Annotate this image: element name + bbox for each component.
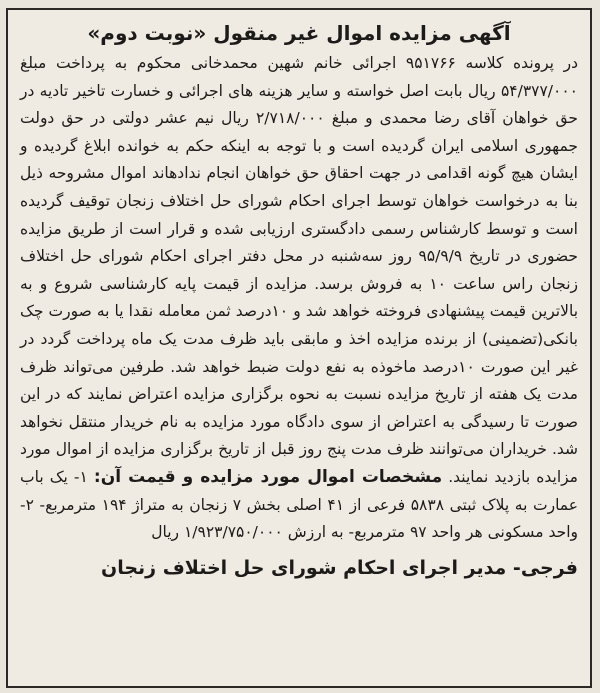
notice-body-paragraph (20, 50, 578, 547)
specs-text: ۱- یک باب عمارت به پلاک ثبتی ۵۸۳۸ فرعی از ۴۱ اصلی بخش ۷ زنجان به متراژ ۱۹۴ مترمربع- ۲- واحد مسکونی هر واحد ۹۷ مترمربع- به ارزش ۱/۹۲۳/۷۵۰/۰۰۰ ریال (20, 467, 578, 542)
auction-notice (6, 8, 592, 688)
notice-signature: فرجی- مدیر اجرای احکام شورای حل اختلاف زنجان (100, 556, 578, 579)
specs-heading: مشخصات اموال مورد مزایده و قیمت آن: (93, 466, 443, 487)
notice-body: در پرونده کلاسه ۹۵۱۷۶۶ اجرائی خانم شهین محمدخانی محکوم به پرداخت مبلغ ۵۴/۳۷۷/۰۰۰ ریال بابت اصل خواسته و سایر هزینه های اجرائی و خسارت تاخیر تادیه در حق خواهان آقای رضا محمدی و مبلغ ۲/۷۱۸/۰۰۰ ریال نیم عشر دولتی در حق دولت جمهوری اسلامی ایران گردیده است و با توجه به اینکه حکم به خوانده ابلاغ گردیده و ایشان هیچ گونه اقدامی در جهت احقاق حق خواهان انجام ندادهاند اموال مشروحه ذیل بنا به درخواست خواهان توسط اجرای احکام شورای حل اختلاف زنجان توقیف گردیده است و توسط کارشناس رسمی دادگستری ارزیابی شده و قرار است از طریق مزایده حضوری در تاریخ ۹۵/۹/۹ روز سه‌شنبه در محل دفتر اجرای احکام شورای حل اختلاف زنجان راس ساعت ۱۰ به فروش برسد. مزایده از قیمت پایه کارشناسی شروع و به بالاترین قیمت پیشنهادی فروخته خواهد شد و ۱۰درصد ثمن معامله نقدا یا به صورت چک بانکی(تضمینی) از برنده مزایده اخذ و مابقی باید ظرف مدت یک ماه پرداخت گردد در غیر این صورت ۱۰درصد ماخوذه به نفع دولت ضبط خواهد شد. طرفین می‌تواند ظرف مدت یک هفته از تاریخ مزایده نسبت به نحوه برگزاری مزایده اعتراض نمایند که در این صورت تا رسیدگی به اعتراض از سوی دادگاه مورد مزایده به نام خریدار منتقل نخواهد شد. خریداران می‌توانند ظرف مدت پنج روز قبل از تاریخ برگزاری مزایده از اموال مورد مزایده بازدید نمایند. (20, 54, 579, 486)
notice-title: آگهی مزایده اموال غیر منقول «نوبت دوم» (87, 21, 511, 45)
